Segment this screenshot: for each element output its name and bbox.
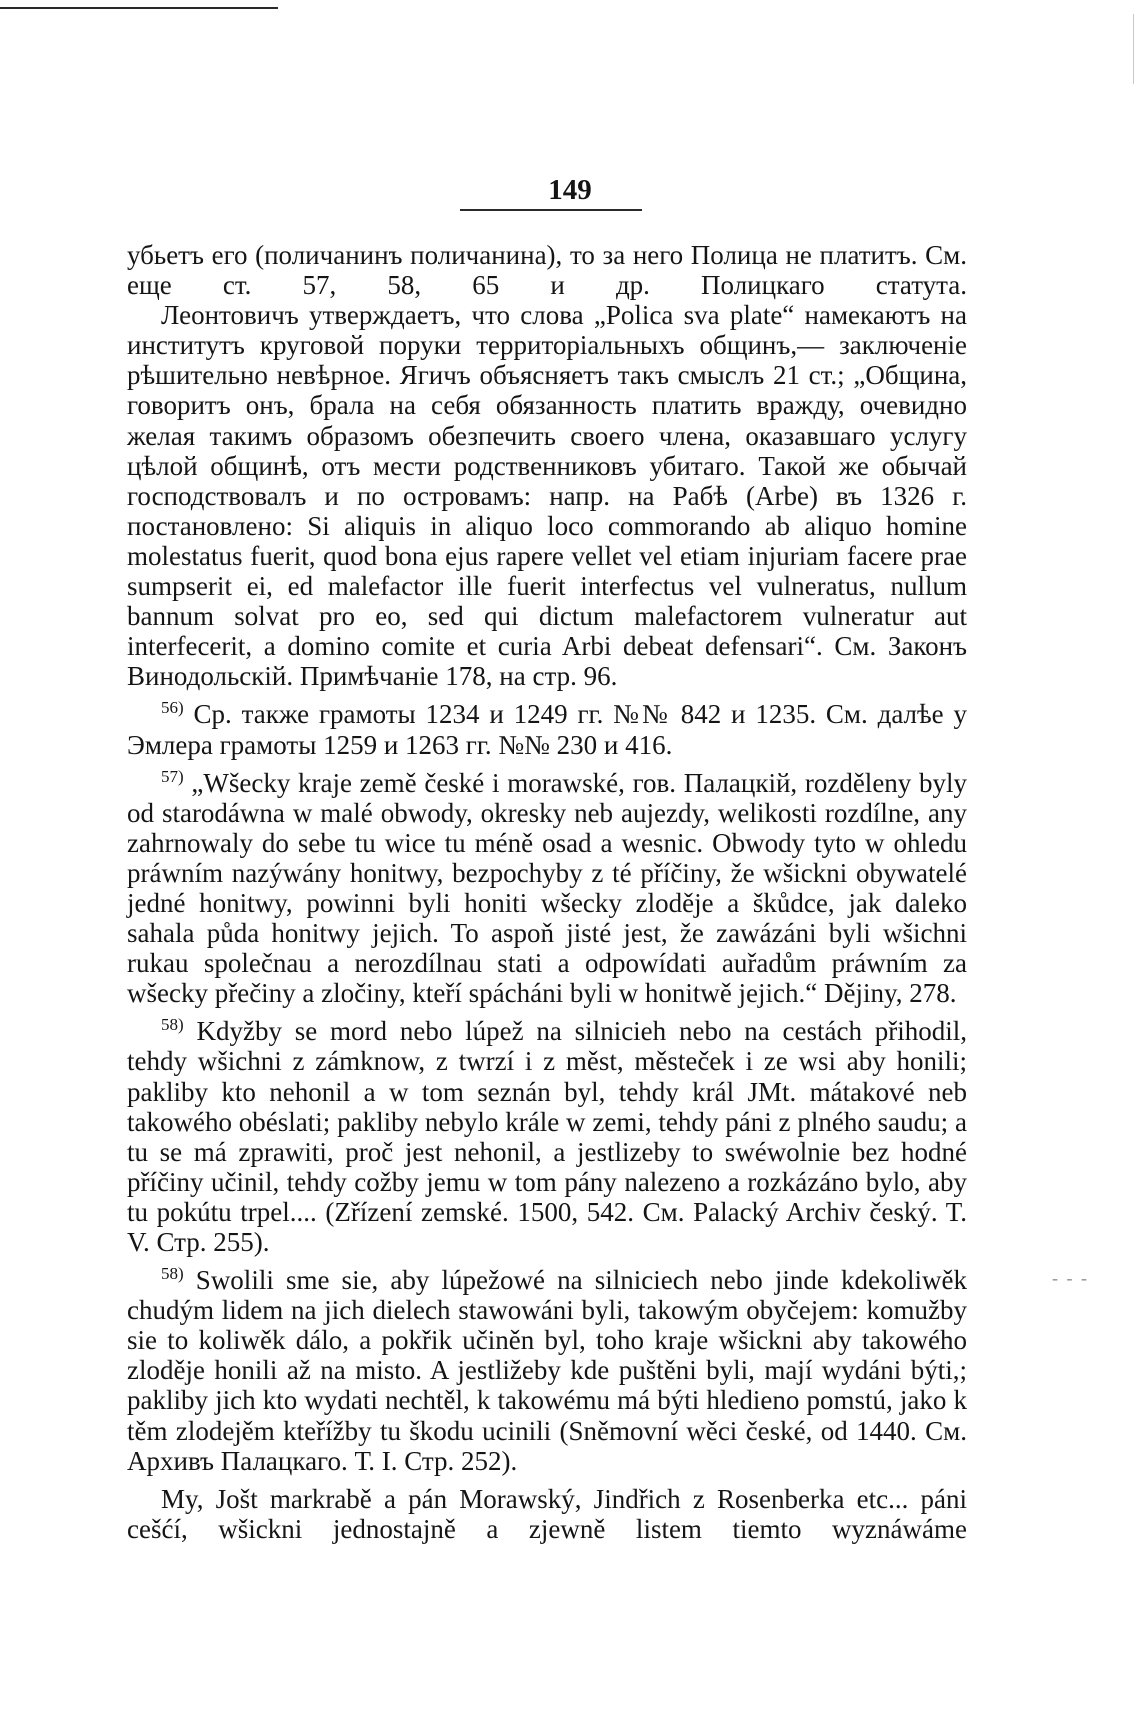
top-edge-rule [0,7,278,9]
page-number-rule [460,209,642,211]
scan-edge-mark [1133,14,1134,84]
footnote-marker: 58) [161,1015,184,1035]
paragraph-continuation [127,240,967,300]
scan-margin-mark: - - - [1052,1268,1089,1288]
footnote-marker: 58) [161,1264,184,1284]
footnote-text: Swolili sme sie, aby lúpežowé na silniciech nebo jinde kdekoliwěk chudým lidem na jich dielech stawowáni byli, takowým obyčejem: komužby sie to koliwěk dálo, a pokřik učiněn byl, toho kraje wšickni aby takowého zloděje honili až na misto. A jestližeby kde puštěni byli, mají wydáni býti,; pakliby jich kto wydati nechtěl, k takowému má býti hledieno pomstú, jako k těm zlodejěm kteřížby tu škodu ucinili (Sněmovní wěci české, od 1440. См. Архивъ Палацкаго. Т. I. Стр. 252). [127,1265,967,1476]
footnote-text: „Wšecky kraje země české i morawské, гов. Палацкій, rozděleny byly od starodáwna w malé obwody, okresky neb aujezdy, welikosti rozdílne, any zahrnowaly do sebe tu wice tu méně osad a wesnic. Obwody tyto w ohledu práwním nazýwány honitwy, bezpochyby z té příčiny, že wšickni obywatelé jedné honitwy, powinni byli honiti wšecky zloděje a škůdce, jak daleko sahala půda honitwy jejich. To aspoň jisté jest, že zawázáni byli wšichni rukau společnau a nerozdílnau stati a odpowídati auřadům práwním za wšecky přečiny a zločiny, kteří spácháni byli w honitwě jejich.“ Dějiny, 278. [127,767,967,1009]
page-body [127,240,967,1544]
footnote-56 [127,699,967,759]
paragraph-text: Леонтовичъ утверждаетъ, что слова „Polica sva plate“ намекаютъ на институтъ круговой поруки территоріальныхъ общинъ,— заключеніе рѣшительно невѣрное. Ягичъ объясняетъ такъ смыслъ 21 ст.; „Община, говоритъ онъ, брала на себя обязанность платить вражду, очевидно желая такимъ образомъ обезпечить своего члена, оказавшаго услугу цѣлой общинѣ, отъ мести родственниковъ убитаго. Такой же обычай господствовалъ и по островамъ: напр. на Рабѣ (Arbe) въ 1326 г. постановлено: Si aliquis in aliquo loco commorando ab aliquo homine molestatus fuerit, quod bona ejus rapere vellet vel etiam injuriam facere prae sumpserit ei, ed malefactor ille fuerit interfectus vel vulneratus, nullum bannum solvat pro eo, sed qui dictum malefactorem vulneratur aut interfecerit, a domino comite et curia Arbi debeat defensari“. См. Законъ Винодольскій. Примѣчаніе 178, на стр. 96. [127,300,967,692]
page-number: 149 [548,174,592,206]
paragraph-text: My, Jošt markrabě a pán Morawský, Jindřich z Rosenberka etc... páni cešćí, wšickni jednostajně a zjewně listem tiemto wyznáwáme [127,1483,967,1544]
footnote-58-first [127,1016,967,1257]
paragraph-leontovich [127,300,967,691]
footnote-58-second [127,1265,967,1476]
paragraph-closing [127,1484,967,1544]
footnote-text: Kdyžby se mord nebo lúpež na silnicieh nebo na cestách přihodil, tehdy wšichni z zámknow, z twrzí i z měst, městeček i ze wsi aby honili; pakliby kto nehonil a w tom seznán byl, tehdy král JMt. mátakové neb takowého obéslati; pakliby nebylo krále w zemi, tehdy páni z plného saudu; a tu se má zprawiti, proč jest nehonil, a jestlizeby to swéwolnie bez hodné příčiny učinil, tehdy cožby jemu w tom pány nalezeno a rozkázáno bylo, aby tu pokútu trpel.... (Zřízení zemské. 1500, 542. См. Palacký Archiv český. T. V. Стр. 255). [127,1016,968,1257]
footnote-57 [127,768,967,1009]
footnote-marker: 56) [161,698,184,718]
footnote-marker: 57) [161,766,184,786]
footnote-text: Ср. также грамоты 1234 и 1249 гг. №№ 842 и 1235. См. далѣе у Эмлера грамоты 1259 и 1263 гг. №№ 230 и 416. [127,699,967,760]
paragraph-text: убьетъ его (поличанинъ поличанина), то за него Полица не платитъ. См. еще ст. 57, 58, 65 и др. Полицкаго статута. [127,240,967,301]
